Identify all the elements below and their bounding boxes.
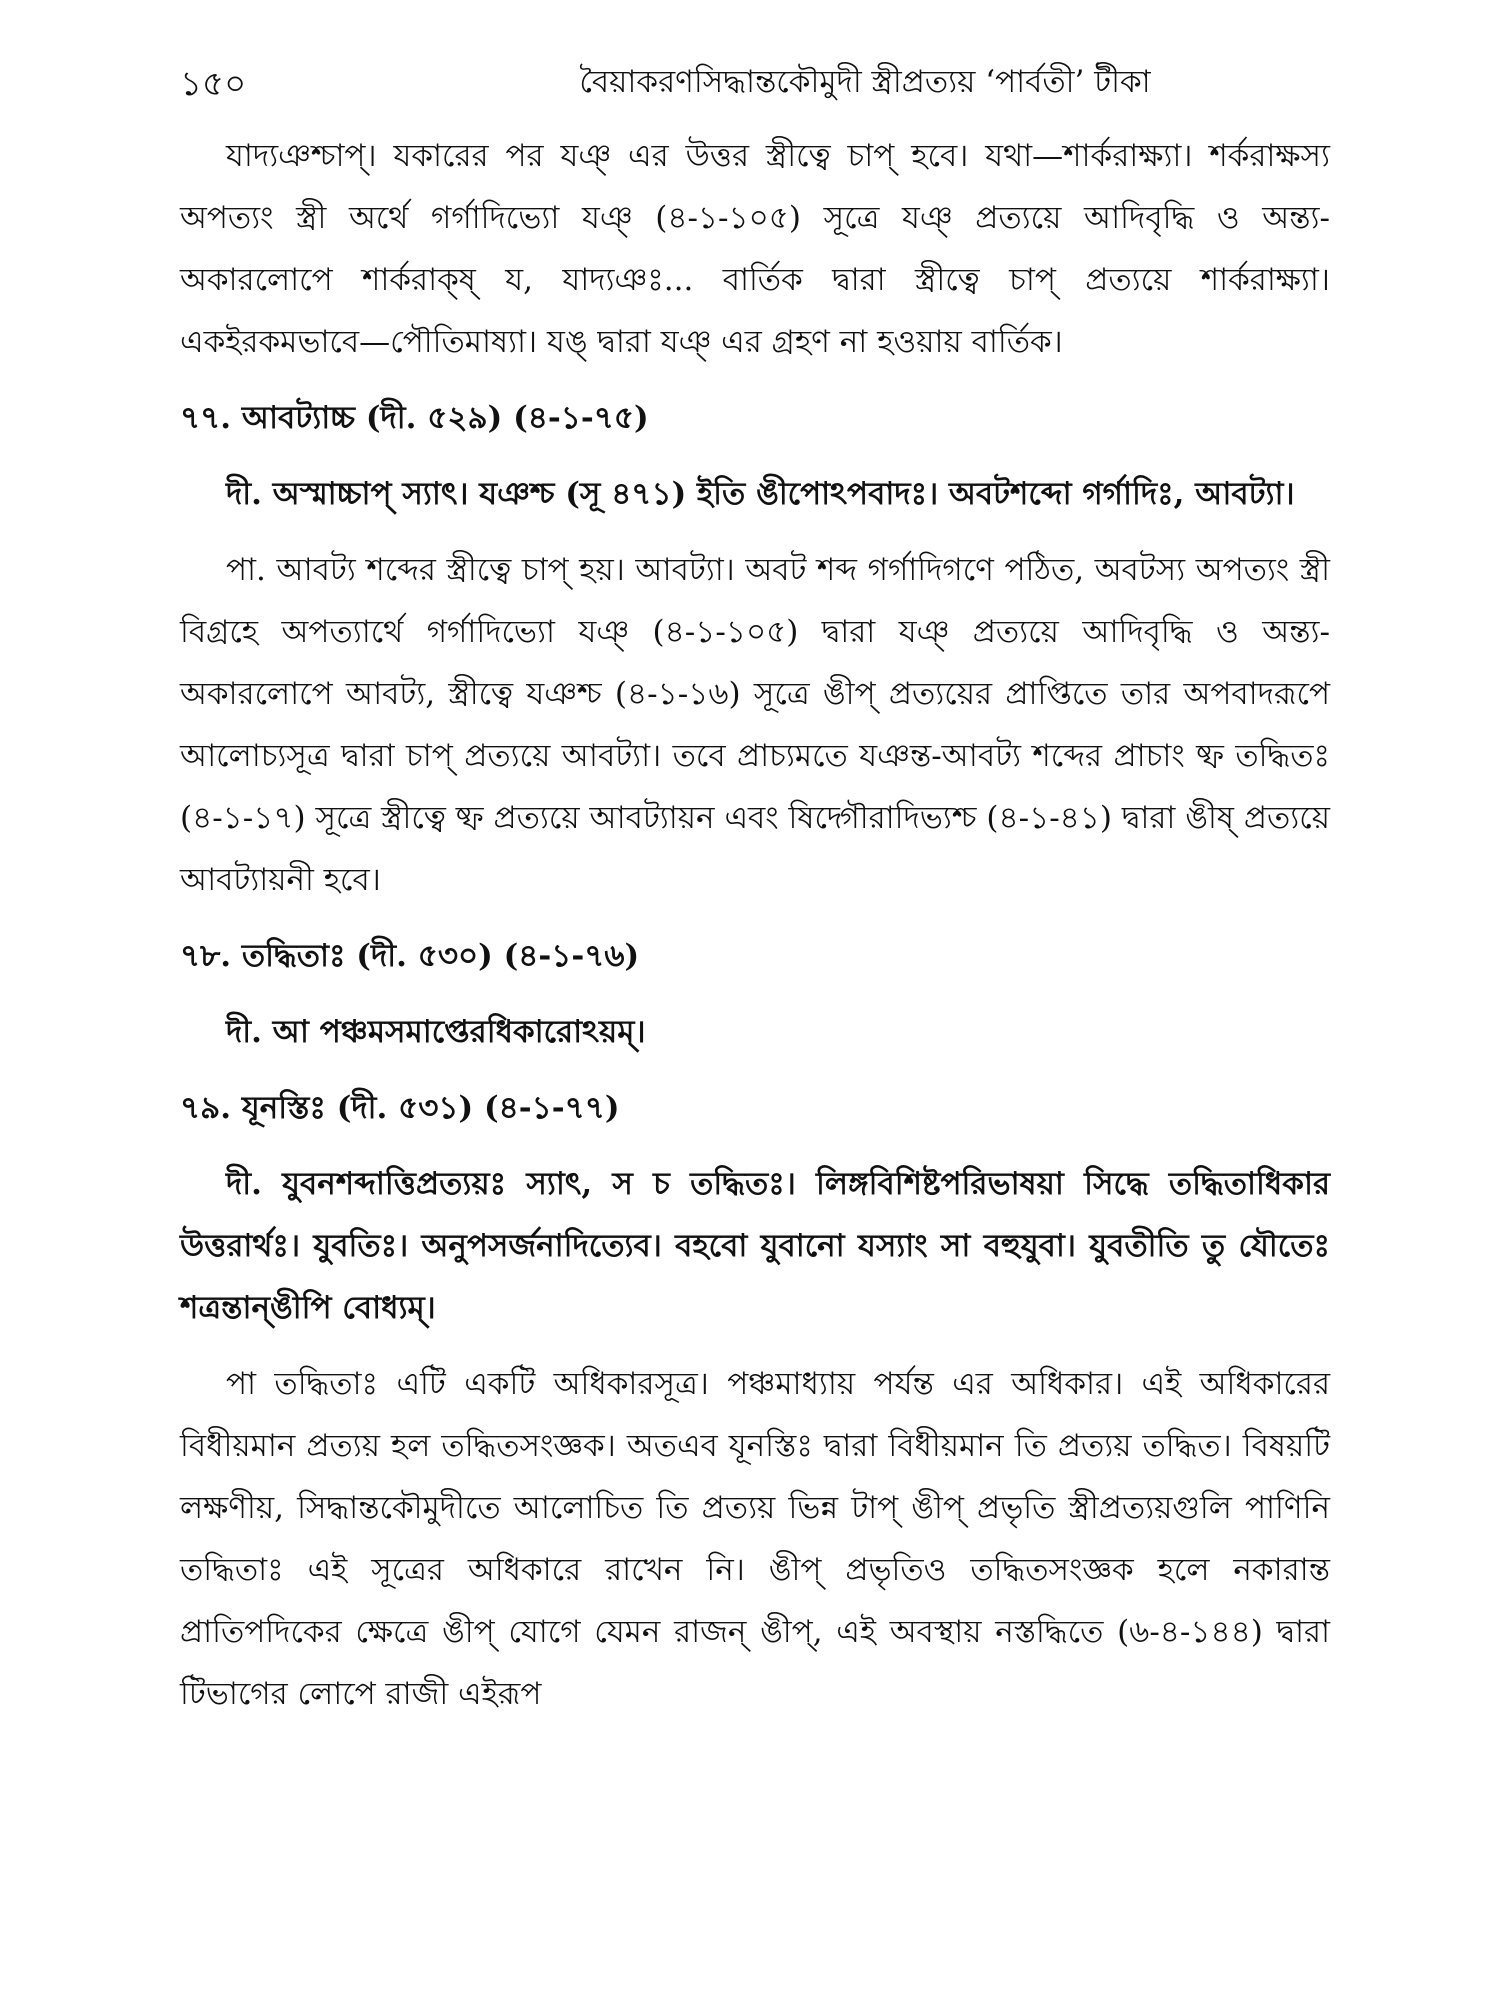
paragraph-vartika: যাদ্যঞশ্চাপ্। যকারের পর যঞ্ এর উত্তর স্ত্রীত্বে চাপ্ হবে। যথা—শার্করাক্ষ্যা। শর্করাক্ষস্য অপত্যং স্ত্রী অর্থে গর্গাদিভ্যো যঞ্ (৪-১-১০৫) সূত্রে যঞ্ প্রত্যয়ে আদিবৃদ্ধি ও অন্ত্য-অকারলোপে শার্করাক্ষ্ য, যাদ্যঞঃ... বার্তিক দ্বারা স্ত্রীত্বে চাপ্ প্রত্যয়ে শার্করাক্ষ্যা। একইরকমভাবে—পৌতিমাষ্যা। যঙ্ দ্বারা যঞ্ এর গ্রহণ না হওয়ায় বার্তিক।	[180, 138, 1330, 360]
paragraph-commentary-77: পা. আবট্য শব্দের স্ত্রীত্বে চাপ্ হয়। আবট্যা। অবট শব্দ গর্গাদিগণে পঠিত, অবটস্য অপত্যং স্ত্রী বিগ্রহে অপত্যার্থে গর্গাদিভ্যো যঞ্ (৪-১-১০৫) দ্বারা যঞ্ প্রত্যয়ে আদিবৃদ্ধি ও অন্ত্য-অকারলোপে আবট্য, স্ত্রীত্বে যঞশ্চ (৪-১-১৬) সূত্রে ঙীপ্ প্রত্যয়ের প্রাপ্তিতে তার অপবাদরূপে আলোচ্যসূত্র দ্বারা চাপ্ প্রত্যয়ে আবট্যা। তবে প্রাচ্যমতে যঞন্ত-আবট্য শব্দের প্রাচাং ষ্ফ তদ্ধিতঃ (৪-১-১৭) সূত্রে স্ত্রীত্বে ষ্ফ প্রত্যয়ে আবট্যায়ন এবং ষিদ্গৌরাদিভ্যশ্চ (৪-১-৪১) দ্বারা ঙীষ্ প্রত্যয়ে আবট্যায়নী হবে।	[180, 552, 1330, 898]
paragraph-dikshita-77: দী. অস্মাচ্চাপ্ স্যাৎ। যঞশ্চ (সূ ৪৭১) ইতি ঙীপোঽপবাদঃ। অবটশব্দো গর্গাদিঃ, আবট্যা।	[226, 476, 1295, 512]
page-body	[180, 125, 1330, 1739]
page-header	[180, 52, 1330, 112]
sutra-heading-79: ৭৯. যূনস্তিঃ (দী. ৫৩১) (৪-১-৭৭)	[180, 1090, 620, 1126]
sutra-heading-77: ৭৭. আবট্যাচ্চ (দী. ৫২৯) (৪-১-৭৫)	[180, 400, 649, 436]
paragraph-dikshita-78: দী. আ পঞ্চমসমাপ্তেরধিকারোঽয়ম্।	[226, 1014, 646, 1050]
running-title: বৈয়াকরণসিদ্ধান্তকৌমুদী স্ত্রীপ্রত্যয় ‘পার্বতী’ টীকা	[579, 64, 1151, 100]
page-number: ১৫০	[180, 64, 247, 104]
paragraph-commentary-79: পা তদ্ধিতাঃ এটি একটি অধিকারসূত্র। পঞ্চমাধ্যায় পর্যন্ত এর অধিকার। এই অধিকারের বিধীয়মান প্রত্যয় হল তদ্ধিতসংজ্ঞক। অতএব যূনস্তিঃ দ্বারা বিধীয়মান তি প্রত্যয় তদ্ধিত। বিষয়টি লক্ষণীয়, সিদ্ধান্তকৌমুদীতে আলোচিত তি প্রত্যয় ভিন্ন টাপ্ ঙীপ্ প্রভৃতি স্ত্রীপ্রত্যয়গুলি পাণিনি তদ্ধিতাঃ এই সূত্রের অধিকারে রাখেন নি। ঙীপ্ প্রভৃতিও তদ্ধিতসংজ্ঞক হলে নকারান্ত প্রাতিপদিকের ক্ষেত্রে ঙীপ্ যোগে যেমন রাজন্ ঙীপ্, এই অবস্থায় নস্তদ্ধিতে (৬-৪-১৪৪) দ্বারা টিভাগের লোপে রাজী এইরূপ	[180, 1366, 1330, 1712]
paragraph-dikshita-79: দী. যুবনশব্দাত্তিপ্রত্যয়ঃ স্যাৎ, স চ তদ্ধিতঃ। লিঙ্গবিশিষ্টপরিভাষয়া সিদ্ধে তদ্ধিতাধিকার উত্তরার্থঃ। যুবতিঃ। অনুপসর্জনাদিত্যেব। বহবো যুবানো যস্যাং সা বহুযুবা। যুবতীতি তু যৌতেঃ শত্রন্তান্ঙীপি বোধ্যম্।	[180, 1166, 1330, 1326]
sutra-heading-78: ৭৮. তদ্ধিতাঃ (দী. ৫৩০) (৪-১-৭৬)	[180, 938, 640, 974]
